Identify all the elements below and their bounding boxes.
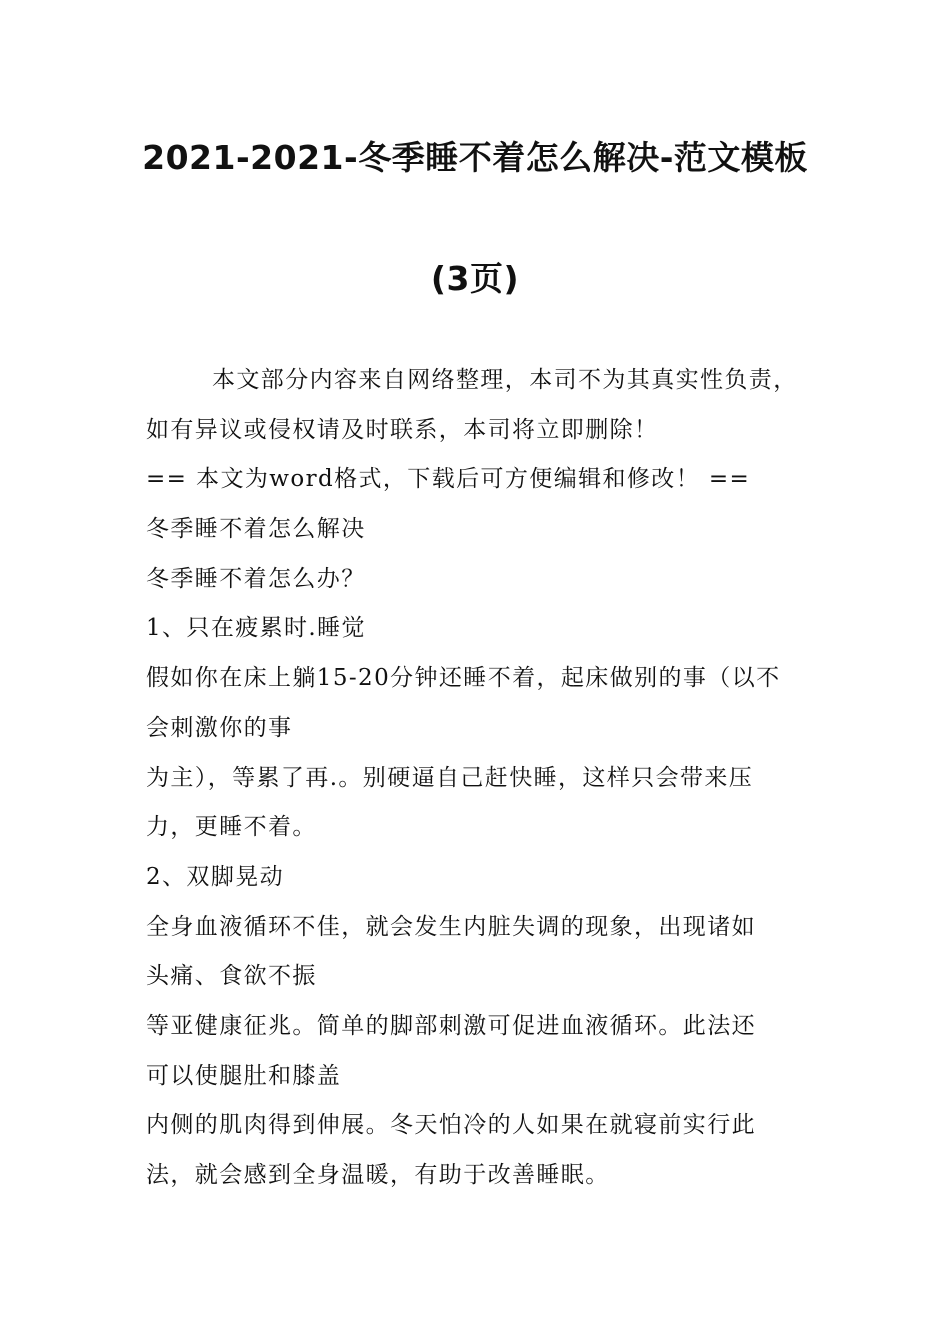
tip-1-heading: 1、只在疲累时.睡觉 [146, 615, 366, 642]
disclaimer-line-2: 如有异议或侵权请及时联系，本司将立即删除！ [146, 416, 659, 443]
paragraph-line: 可以使腿肚和膝盖 [146, 1062, 342, 1089]
question-heading: 冬季睡不着怎么办？ [146, 565, 366, 592]
section-heading: 冬季睡不着怎么解决 [146, 516, 366, 543]
document-body [146, 356, 826, 1201]
document-page-count: (3页) [430, 259, 520, 298]
paragraph-line: 等亚健康征兆。简单的脚部刺激可促进血液循环。此法还 [146, 1012, 756, 1039]
paragraph-line: 头痛、食欲不振 [146, 963, 317, 990]
paragraph-line: 假如你在床上躺15-20分钟还睡不着，起床做别的事（以不 [146, 665, 781, 692]
tip-2-heading: 2、双脚晃动 [146, 863, 285, 890]
paragraph-line: 全身血液循环不佳，就会发生内脏失调的现象，出现诸如 [146, 913, 756, 940]
disclaimer-line-1: 本文部分内容来自网络整理，本司不为其真实性负责， [212, 367, 798, 393]
paragraph-line: 力，更睡不着。 [146, 814, 317, 841]
format-note: == 本文为word格式，下载后可方便编辑和修改！ == [146, 466, 751, 493]
paragraph-line: 法，就会感到全身温暖，有助于改善睡眠。 [146, 1162, 610, 1188]
paragraph-line: 会刺激你的事 [146, 714, 293, 741]
document-title: 2021-2021-冬季睡不着怎么解决-范文模板 [142, 138, 808, 177]
paragraph-line: 内侧的肌肉得到伸展。冬天怕冷的人如果在就寝前实行此 [146, 1112, 756, 1139]
paragraph-line: 为主），等累了再.。别硬逼自己赶快睡，这样只会带来压 [146, 764, 754, 791]
